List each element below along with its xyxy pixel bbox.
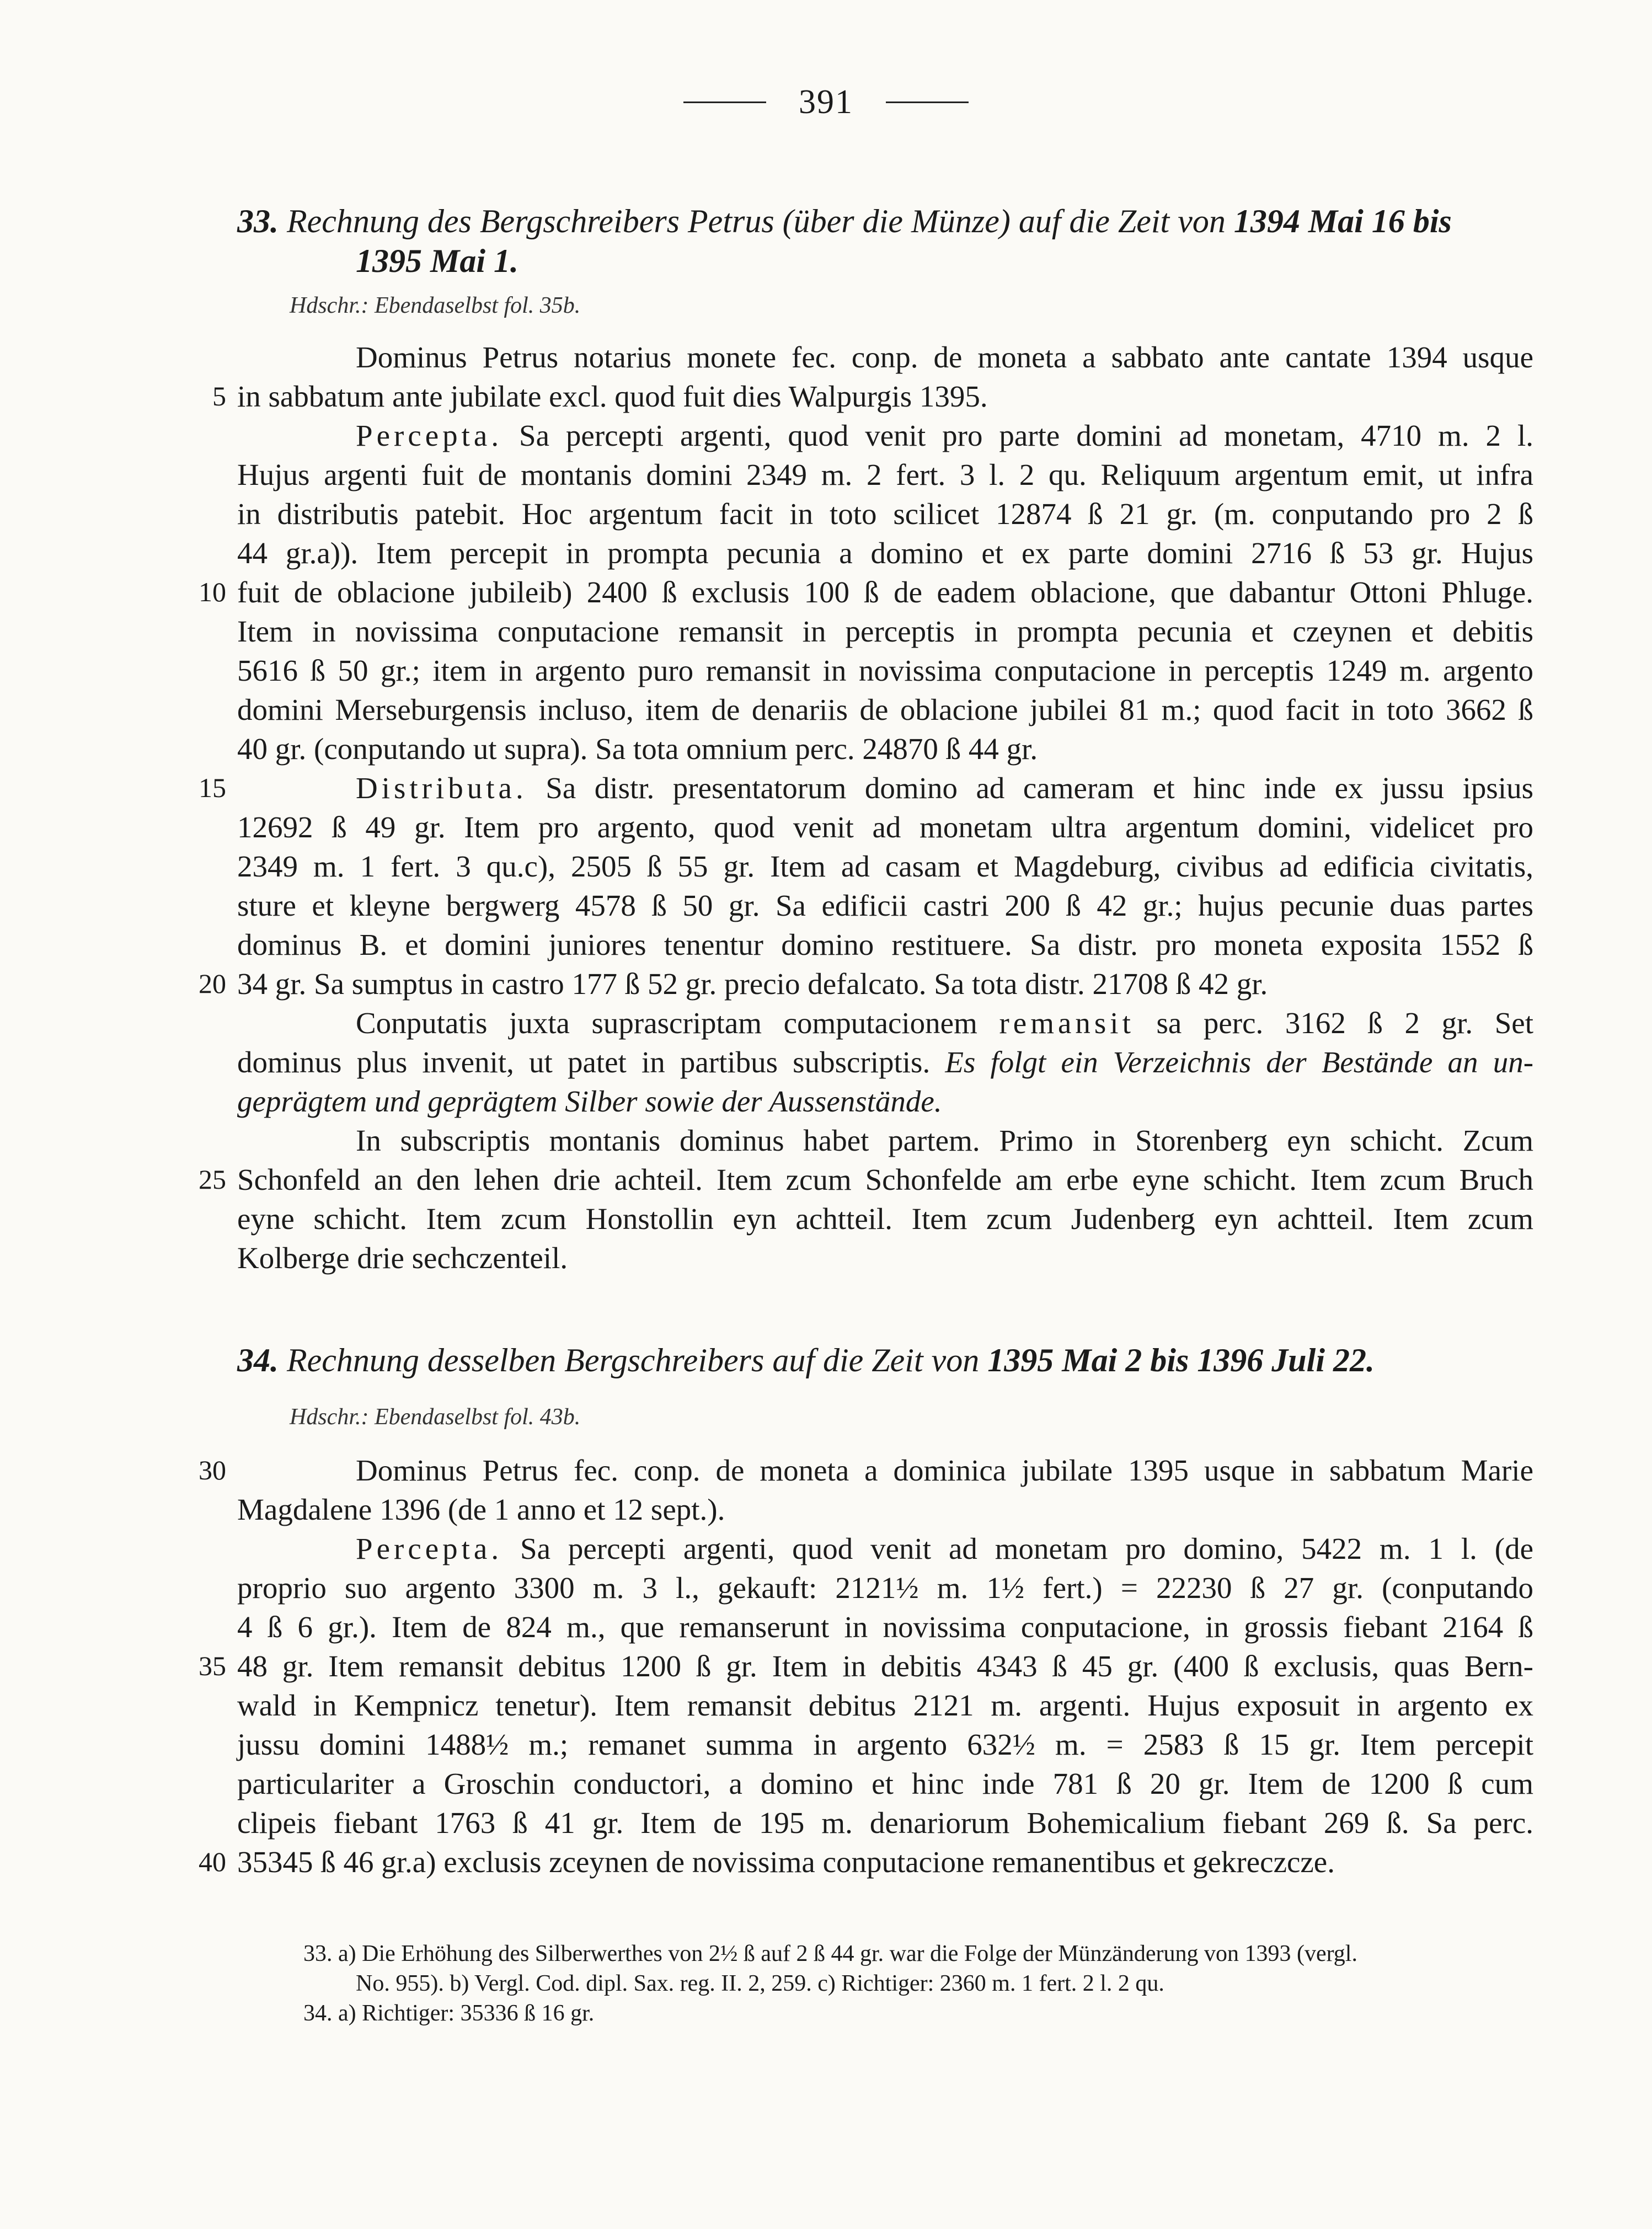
text-line: 10 fuit de oblacione jubileib) 2400 ß exclusis 100 ß de eadem oblacione, que dabantur Ottoni Phluge. [237, 573, 1533, 612]
title-date: 1394 Mai 16 bis [1233, 203, 1452, 239]
heading-percepta: Percepta. [356, 1532, 503, 1565]
footnote-line: 33. a) Die Erhöhung des Silberwerthes von 2½ ß auf 2 ß 44 gr. war die Folge der Münzänderung von 1393 (vergl. [303, 1941, 1357, 1966]
text-line: 12692 ß 49 gr. Item pro argento, quod venit ad monetam ultra argentum domini, videlicet pro [237, 810, 1533, 844]
text-line: 4 ß 6 gr.). Item de 824 m., que remanserunt in novissima conputacione, in grossis fiebant 2164 ß [237, 1610, 1533, 1644]
section-33-title [237, 201, 1533, 281]
title-text: Rechnung desselben Bergschreibers auf die Zeit von [287, 1342, 988, 1378]
line-number: 15 [199, 772, 226, 803]
line-number: 20 [199, 968, 226, 999]
text-line [237, 1082, 1533, 1121]
text-line: 2349 m. 1 fert. 3 qu.c), 2505 ß 55 gr. Item ad casam et Magdeburg, civibus ad edificia civitatis, [237, 849, 1533, 883]
text-line: Magdalene 1396 (de 1 anno et 12 sept.). [237, 1493, 725, 1526]
header-rule-right [886, 101, 969, 103]
manuscript-source: Hdschr.: Ebendaselbst fol. 35b. [290, 293, 581, 318]
text-line: 35 48 gr. Item remansit debitus 1200 ß gr. Item in debitis 4343 ß 45 gr. (400 ß exclusis, quas Bern- [237, 1647, 1533, 1686]
text-line: jussu domini 1488½ m.; remanet summa in argento 632½ m. = 2583 ß 15 gr. Item percepit [237, 1728, 1533, 1761]
heading-percepta: Percepta. [356, 419, 503, 452]
text-line: sture et kleyne bergwerg 4578 ß 50 gr. Sa edificii castri 200 ß 42 gr.; hujus pecunie duas partes [237, 889, 1533, 922]
text-line: in distributis patebit. Hoc argentum facit in toto scilicet 12874 ß 21 gr. (m. conputando pro 2 ß [237, 497, 1533, 531]
line-number: 40 [199, 1846, 226, 1877]
spaced-word: remansit [999, 1006, 1135, 1040]
section-33-body [199, 338, 1534, 1277]
text-line: proprio suo argento 3300 m. 3 l., gekauft: 2121½ m. 1½ fert.) = 22230 ß 27 gr. (conputando [237, 1571, 1533, 1605]
text-line: Percepta. Sa percepti argenti, quod venit ad monetam pro domino, 5422 m. 1 l. (de [356, 1532, 1533, 1565]
line-number: 5 [212, 381, 226, 411]
text-line: domini Merseburgensis incluso, item de denariis de oblacione jubilei 81 m.; quod facit in toto 3662 ß [237, 693, 1533, 726]
section-number: 33. [237, 203, 279, 239]
page-header [0, 83, 1652, 122]
text-line: 25 Schonfeld an den lehen drie achteil. Item zcum Schonfelde am erbe eyne schicht. Item zcum Bruch [237, 1160, 1533, 1199]
text-line: 20 34 gr. Sa sumptus in castro 177 ß 52 gr. precio defalcato. Sa tota distr. 21708 ß 42 gr. [237, 964, 1533, 1003]
heading-distributa: Distributa. [356, 771, 527, 805]
text-line: 30 Dominus Petrus fec. conp. de moneta a dominica jubilate 1395 usque in sabbatum Marie [237, 1451, 1533, 1490]
editorial-note: Es folgt ein Verzeichnis der Bestände an un- [945, 1045, 1534, 1079]
footnotes [303, 1939, 1533, 2028]
text-line: Dominus Petrus notarius monete fec. conp. de moneta a sabbato ante cantate 1394 usque [356, 340, 1533, 374]
text-line: clipeis fiebant 1763 ß 41 gr. Item de 195 m. denariorum Bohemicalium fiebant 269 ß. Sa perc. [237, 1806, 1533, 1840]
manuscript-source: Hdschr.: Ebendaselbst fol. 43b. [290, 1404, 581, 1430]
line-number: 10 [199, 576, 226, 607]
text-line: 40 35345 ß 46 gr.a) exclusis zceynen de novissima conputacione remanentibus et gekreczcze. [237, 1842, 1533, 1881]
editorial-note: geprägtem und geprägtem Silber sowie der Aussenstände. [237, 1084, 942, 1118]
text-line: Percepta. Sa percepti argenti, quod venit pro parte domini ad monetam, 4710 m. 2 l. [356, 419, 1533, 452]
text-line: dominus B. et domini juniores tenentur domino restituere. Sa distr. pro moneta exposita 1552 ß [237, 928, 1533, 961]
text-line: dominus plus invenit, ut patet in partibus subscriptis. Es folgt ein Verzeichnis der Bestände an un- [237, 1045, 1534, 1079]
title-text: Rechnung des Bergschreibers Petrus (über die Münze) auf die Zeit von [287, 203, 1234, 239]
text-line: particulariter a Groschin conductori, a domino et hinc inde 781 ß 20 gr. Item de 1200 ß cum [237, 1767, 1533, 1800]
text-line: 5616 ß 50 gr.; item in argento puro remansit in novissima conputacione in perceptis 1249 m. argento [237, 654, 1533, 687]
text-line: In subscriptis montanis dominus habet partem. Primo in Storenberg eyn schicht. Zcum [356, 1124, 1533, 1157]
text-line: Item in novissima conputacione remansit in perceptis in prompta pecunia et czeynen et debitis [237, 614, 1533, 648]
line-number: 25 [199, 1164, 226, 1195]
text-line: 5 in sabbatum ante jubilate excl. quod fuit dies Walpurgis 1395. [237, 377, 1533, 416]
text-line: Kolberge drie sechczenteil. [237, 1241, 568, 1275]
section-34-title [237, 1340, 1533, 1380]
header-rule-left [683, 101, 766, 103]
section-34-body [199, 1451, 1533, 1881]
text-line: 40 gr. (conputando ut supra). Sa tota omnium perc. 24870 ß 44 gr. [237, 732, 1038, 766]
text-line: Hujus argenti fuit de montanis domini 2349 m. 2 fert. 3 l. 2 qu. Reliquum argentum emit, ut infra [237, 458, 1533, 491]
footnote-line: No. 955). b) Vergl. Cod. dipl. Sax. reg. II. 2, 259. c) Richtiger: 2360 m. 1 fert. 2 l. 2 qu. [356, 1971, 1164, 1996]
footnote-line: 34. a) Richtiger: 35336 ß 16 gr. [303, 2001, 595, 2026]
title-date: 1395 Mai 1. [356, 243, 519, 279]
text-line: 44 gr.a)). Item percepit in prompta pecunia a domino et ex parte domini 2716 ß 53 gr. Hujus [237, 536, 1533, 570]
page-number: 391 [799, 83, 853, 121]
line-number: 30 [199, 1455, 226, 1485]
text-line: eyne schicht. Item zcum Honstollin eyn achtteil. Item zcum Judenberg eyn achtteil. Item zcum [237, 1202, 1533, 1236]
text-line: wald in Kempnicz tenetur). Item remansit debitus 2121 m. argenti. Hujus exposuit in argento ex [237, 1688, 1533, 1722]
text-line: Conputatis juxta suprascriptam computacionem remansit sa perc. 3162 ß 2 gr. Set [356, 1006, 1534, 1040]
title-date: 1395 Mai 2 bis 1396 Juli 22. [987, 1342, 1375, 1378]
section-number: 34. [237, 1342, 279, 1378]
text-line: 15 Distributa. Sa distr. presentatorum domino ad cameram et hinc inde ex jussu ipsius [237, 768, 1533, 808]
line-number: 35 [199, 1650, 226, 1681]
